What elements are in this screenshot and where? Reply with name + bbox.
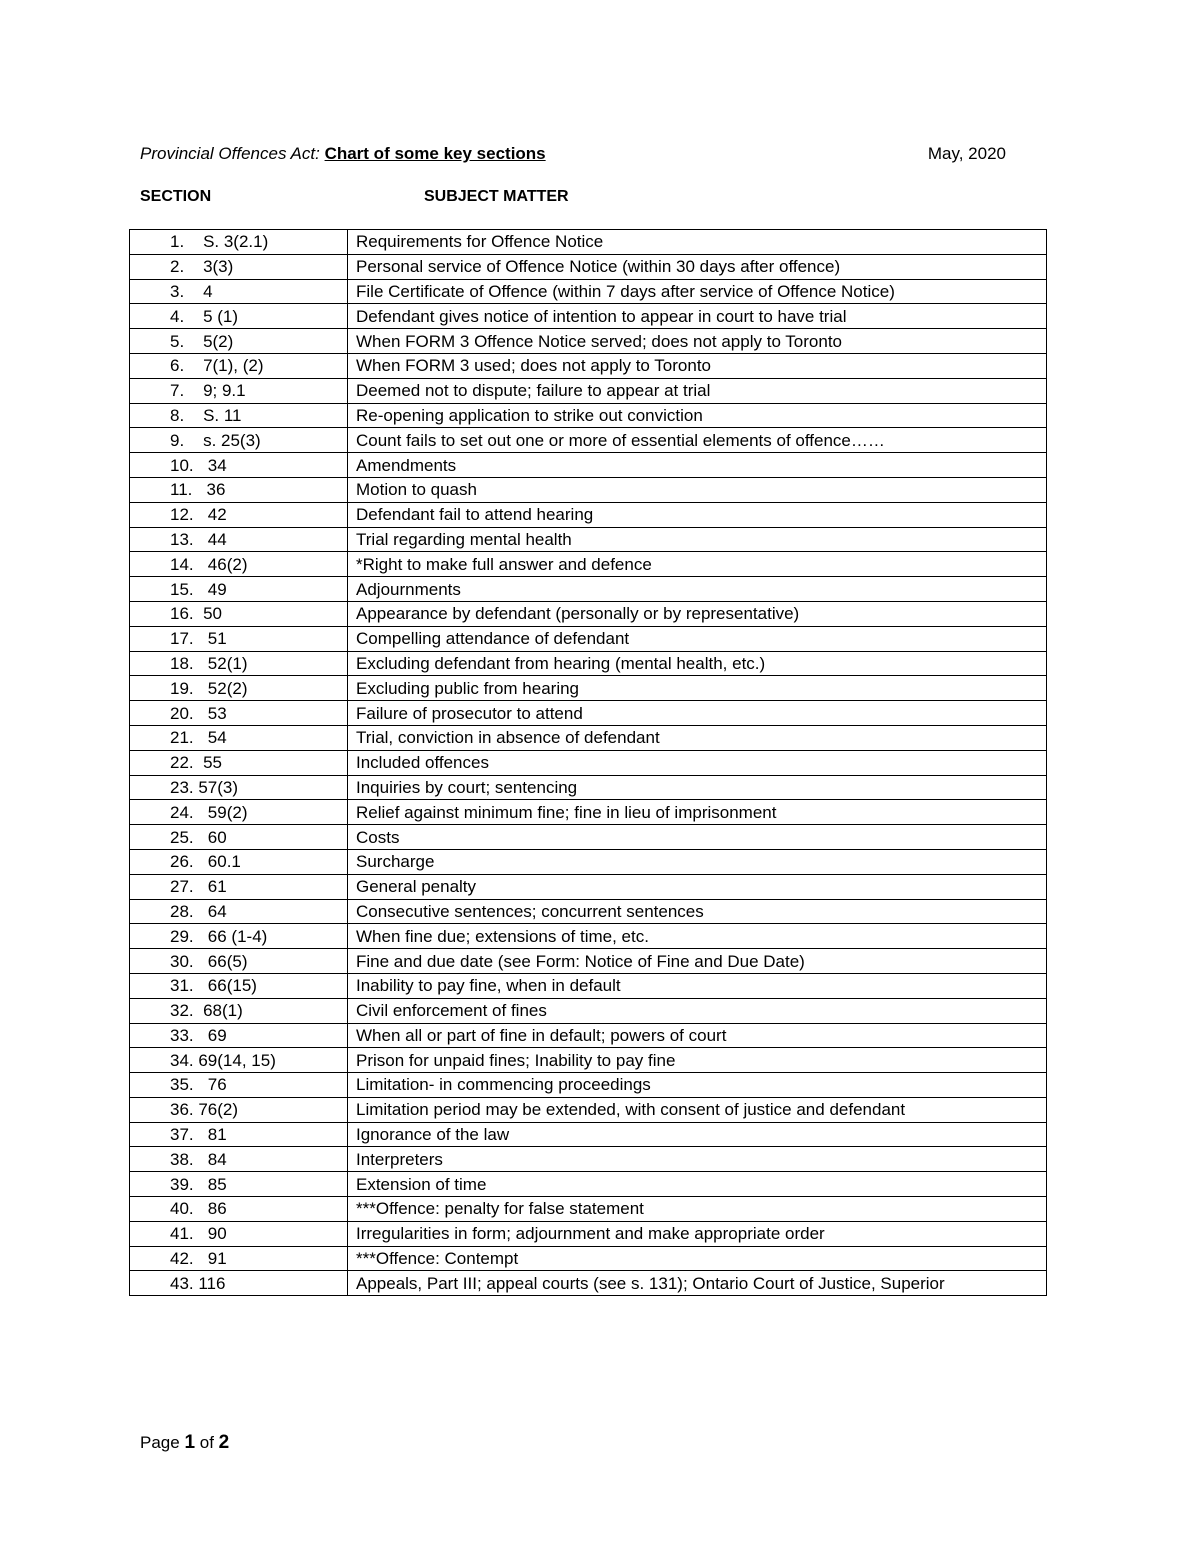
table-row xyxy=(130,552,1047,577)
section-cell: 14. 46(2) xyxy=(130,552,348,577)
subject-cell: Included offences xyxy=(348,750,1047,775)
table-row xyxy=(130,800,1047,825)
section-cell: 27. 61 xyxy=(130,874,348,899)
section-cell: 6. 7(1), (2) xyxy=(130,353,348,378)
table-row xyxy=(130,329,1047,354)
subject-cell: File Certificate of Offence (within 7 days after service of Offence Notice) xyxy=(348,279,1047,304)
subject-cell: Excluding public from hearing xyxy=(348,676,1047,701)
subject-heading: SUBJECT MATTER xyxy=(424,188,569,205)
subject-cell: Inability to pay fine, when in default xyxy=(348,973,1047,998)
page-footer xyxy=(140,1432,229,1454)
table-row xyxy=(130,874,1047,899)
section-cell: 26. 60.1 xyxy=(130,849,348,874)
table-row xyxy=(130,1097,1047,1122)
subject-cell: Count fails to set out one or more of essential elements of offence…… xyxy=(348,428,1047,453)
table-row xyxy=(130,279,1047,304)
section-cell: 15. 49 xyxy=(130,577,348,602)
table-row xyxy=(130,1073,1047,1098)
subject-cell: Re-opening application to strike out conviction xyxy=(348,403,1047,428)
table-row xyxy=(130,254,1047,279)
subject-cell: *Right to make full answer and defence xyxy=(348,552,1047,577)
table-row xyxy=(130,924,1047,949)
subject-cell: Fine and due date (see Form: Notice of Fine and Due Date) xyxy=(348,949,1047,974)
section-cell: 43. 116 xyxy=(130,1271,348,1296)
subject-cell: Inquiries by court; sentencing xyxy=(348,775,1047,800)
table-row xyxy=(130,1246,1047,1271)
subject-cell: Motion to quash xyxy=(348,477,1047,502)
subject-cell: Prison for unpaid fines; Inability to pay fine xyxy=(348,1048,1047,1073)
table-row xyxy=(130,502,1047,527)
table-row xyxy=(130,1048,1047,1073)
table-row xyxy=(130,676,1047,701)
table-row xyxy=(130,725,1047,750)
subject-cell: Requirements for Offence Notice xyxy=(348,230,1047,255)
table-row xyxy=(130,453,1047,478)
table-row xyxy=(130,973,1047,998)
subject-cell: Trial, conviction in absence of defendant xyxy=(348,725,1047,750)
section-cell: 8. S. 11 xyxy=(130,403,348,428)
section-cell: 9. s. 25(3) xyxy=(130,428,348,453)
subject-cell: Limitation period may be extended, with consent of justice and defendant xyxy=(348,1097,1047,1122)
table-row xyxy=(130,998,1047,1023)
document-header xyxy=(140,144,1006,168)
subject-cell: Adjournments xyxy=(348,577,1047,602)
subject-cell: Ignorance of the law xyxy=(348,1122,1047,1147)
section-cell: 16. 50 xyxy=(130,601,348,626)
section-cell: 41. 90 xyxy=(130,1221,348,1246)
document-date: May, 2020 xyxy=(927,144,1006,163)
of-word: of xyxy=(199,1433,214,1452)
table-row xyxy=(130,750,1047,775)
table-row xyxy=(130,477,1047,502)
subject-cell: Civil enforcement of fines xyxy=(348,998,1047,1023)
column-headings xyxy=(140,188,840,212)
section-cell: 18. 52(1) xyxy=(130,651,348,676)
subject-cell: When FORM 3 used; does not apply to Toronto xyxy=(348,353,1047,378)
section-cell: 38. 84 xyxy=(130,1147,348,1172)
subject-cell: Appeals, Part III; appeal courts (see s. 131); Ontario Court of Justice, Superior xyxy=(348,1271,1047,1296)
subject-cell: ***Offence: Contempt xyxy=(348,1246,1047,1271)
table-row xyxy=(130,775,1047,800)
table-row xyxy=(130,651,1047,676)
section-cell: 40. 86 xyxy=(130,1197,348,1222)
section-cell: 37. 81 xyxy=(130,1122,348,1147)
subject-cell: When all or part of fine in default; powers of court xyxy=(348,1023,1047,1048)
table-row xyxy=(130,403,1047,428)
section-cell: 32. 68(1) xyxy=(130,998,348,1023)
table-row xyxy=(130,601,1047,626)
subject-cell: Compelling attendance of defendant xyxy=(348,626,1047,651)
table-row xyxy=(130,1023,1047,1048)
section-cell: 19. 52(2) xyxy=(130,676,348,701)
table-row xyxy=(130,1197,1047,1222)
section-cell: 30. 66(5) xyxy=(130,949,348,974)
table-row xyxy=(130,304,1047,329)
section-cell: 42. 91 xyxy=(130,1246,348,1271)
section-cell: 1. S. 3(2.1) xyxy=(130,230,348,255)
act-title: Provincial Offences Act: xyxy=(140,144,320,163)
section-cell: 20. 53 xyxy=(130,701,348,726)
section-cell: 35. 76 xyxy=(130,1073,348,1098)
table-row xyxy=(130,825,1047,850)
subject-cell: Extension of time xyxy=(348,1172,1047,1197)
section-cell: 11. 36 xyxy=(130,477,348,502)
page-word: Page xyxy=(140,1433,180,1452)
subject-cell: Amendments xyxy=(348,453,1047,478)
subject-cell: Interpreters xyxy=(348,1147,1047,1172)
table-row xyxy=(130,527,1047,552)
subject-cell: Personal service of Offence Notice (within 30 days after offence) xyxy=(348,254,1047,279)
section-cell: 2. 3(3) xyxy=(130,254,348,279)
section-cell: 22. 55 xyxy=(130,750,348,775)
table-row xyxy=(130,849,1047,874)
subject-cell: Trial regarding mental health xyxy=(348,527,1047,552)
subject-cell: Surcharge xyxy=(348,849,1047,874)
section-cell: 12. 42 xyxy=(130,502,348,527)
subject-cell: Deemed not to dispute; failure to appear at trial xyxy=(348,378,1047,403)
table-row xyxy=(130,626,1047,651)
section-cell: 17. 51 xyxy=(130,626,348,651)
table-row xyxy=(130,949,1047,974)
section-cell: 39. 85 xyxy=(130,1172,348,1197)
table-row xyxy=(130,230,1047,255)
subject-cell: Excluding defendant from hearing (mental health, etc.) xyxy=(348,651,1047,676)
section-cell: 21. 54 xyxy=(130,725,348,750)
section-cell: 36. 76(2) xyxy=(130,1097,348,1122)
section-cell: 34. 69(14, 15) xyxy=(130,1048,348,1073)
subject-cell: ***Offence: penalty for false statement xyxy=(348,1197,1047,1222)
table-row xyxy=(130,353,1047,378)
subject-cell: When fine due; extensions of time, etc. xyxy=(348,924,1047,949)
subject-cell: When FORM 3 Offence Notice served; does not apply to Toronto xyxy=(348,329,1047,354)
subject-cell: Appearance by defendant (personally or by representative) xyxy=(348,601,1047,626)
table-row xyxy=(130,1147,1047,1172)
subject-cell: Limitation- in commencing proceedings xyxy=(348,1073,1047,1098)
subject-cell: Defendant fail to attend hearing xyxy=(348,502,1047,527)
subject-cell: Failure of prosecutor to attend xyxy=(348,701,1047,726)
section-cell: 7. 9; 9.1 xyxy=(130,378,348,403)
section-cell: 10. 34 xyxy=(130,453,348,478)
section-cell: 33. 69 xyxy=(130,1023,348,1048)
table-row xyxy=(130,701,1047,726)
section-cell: 23. 57(3) xyxy=(130,775,348,800)
table-row xyxy=(130,1221,1047,1246)
table-row xyxy=(130,428,1047,453)
subject-cell: Costs xyxy=(348,825,1047,850)
subject-cell: General penalty xyxy=(348,874,1047,899)
table-row xyxy=(130,577,1047,602)
section-cell: 3. 4 xyxy=(130,279,348,304)
section-cell: 24. 59(2) xyxy=(130,800,348,825)
table-row xyxy=(130,1172,1047,1197)
sections-table xyxy=(129,229,1047,1296)
subject-cell: Defendant gives notice of intention to appear in court to have trial xyxy=(348,304,1047,329)
section-cell: 28. 64 xyxy=(130,899,348,924)
section-cell: 25. 60 xyxy=(130,825,348,850)
table-row xyxy=(130,1122,1047,1147)
section-cell: 31. 66(15) xyxy=(130,973,348,998)
subject-cell: Irregularities in form; adjournment and make appropriate order xyxy=(348,1221,1047,1246)
table-row xyxy=(130,1271,1047,1296)
subject-cell: Relief against minimum fine; fine in lieu of imprisonment xyxy=(348,800,1047,825)
subject-cell: Consecutive sentences; concurrent sentences xyxy=(348,899,1047,924)
section-cell: 13. 44 xyxy=(130,527,348,552)
section-heading: SECTION xyxy=(140,188,212,205)
table-row xyxy=(130,378,1047,403)
table-row xyxy=(130,899,1047,924)
section-cell: 5. 5(2) xyxy=(130,329,348,354)
page-number: 1 xyxy=(184,1432,196,1453)
section-cell: 4. 5 (1) xyxy=(130,304,348,329)
section-cell: 29. 66 (1-4) xyxy=(130,924,348,949)
chart-title: Chart of some key sections xyxy=(324,144,546,163)
page-total: 2 xyxy=(218,1432,230,1453)
